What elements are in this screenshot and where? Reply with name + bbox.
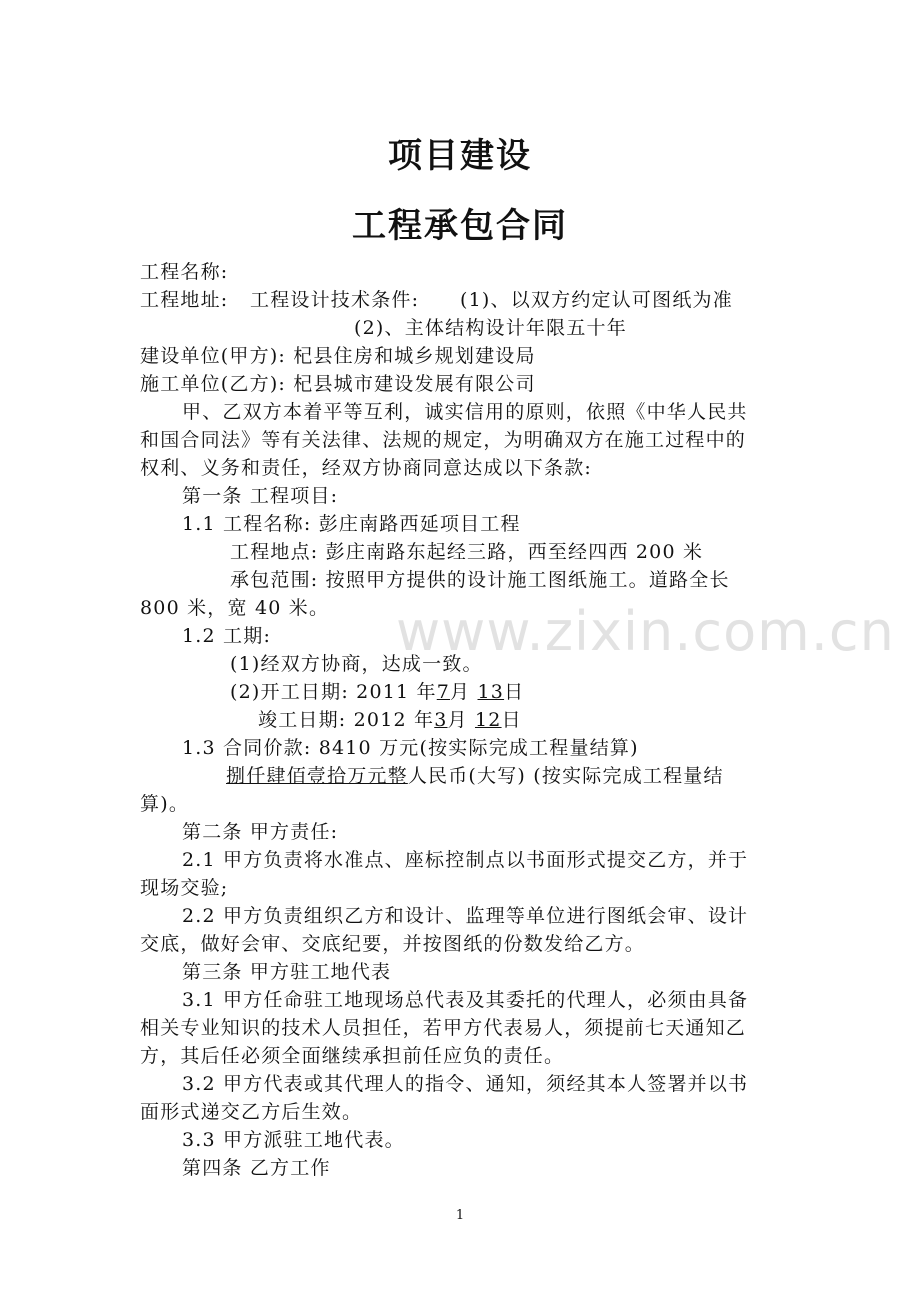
design-conditions-label: 工程设计技术条件: [250,289,420,311]
item-1-1-name: 1.1 工程名称: 彭庄南路西延项目工程 [182,513,521,535]
item-1-1-scope-cont: 800 米，宽 40 米。 [140,597,330,619]
item-3-1-cont-2: 方，其后任必须全面继续承担前任应负的责任。 [140,1045,565,1067]
intro-line-1: 甲、乙双方本着平等互利，诚实信用的原则，依照《中华人民共 [182,401,748,423]
article-3-heading: 第三条 甲方驻工地代表 [182,961,392,983]
item-2-1: 2.1 甲方负责将水准点、座标控制点以书面形式提交乙方，并于 [182,849,749,871]
item-3-2: 3.2 甲方代表或其代理人的指令、通知，须经其本人签署并以书 [182,1073,749,1095]
start-date: (2)开工日期: 2011 年7月 13日 [230,681,525,703]
item-2-2-cont: 交底，做好会审、交底纪要，并按图纸的份数发给乙方。 [140,933,646,955]
item-1-3-price: 1.3 合同价款: 8410 万元(按实际完成工程量结算) [182,737,639,759]
item-1-2-agreement: (1)经双方协商，达成一致。 [230,653,483,675]
page-number: 1 [455,1208,465,1223]
item-3-3: 3.3 甲方派驻工地代表。 [182,1129,405,1151]
project-address-label: 工程地址: [140,289,229,311]
article-4-heading: 第四条 乙方工作 [182,1157,331,1179]
item-1-2-heading: 1.2 工期: [182,625,272,647]
project-name-label: 工程名称: [140,261,229,283]
item-3-1-cont-1: 相关专业知识的技术人员担任，若甲方代表易人，须提前七天通知乙 [140,1017,747,1039]
document-title: 项目建设 [388,136,532,176]
design-condition-1: (1)、以双方约定认可图纸为准 [460,289,733,311]
end-day: 12 [474,709,502,731]
start-month: 7 [436,681,451,703]
item-3-2-cont: 面形式递交乙方后生效。 [140,1101,363,1123]
design-condition-2: (2)、主体结构设计年限五十年 [354,317,627,339]
party-a: 建设单位(甲方): 杞县住房和城乡规划建设局 [140,345,536,367]
document-subtitle: 工程承包合同 [352,206,568,246]
amount-in-words: 捌仟肆佰壹拾万元整 [226,765,408,787]
item-1-3-price-words: 捌仟肆佰壹拾万元整人民币(大写) (按实际完成工程量结 [226,765,724,787]
article-1-heading: 第一条 工程项目: [182,485,339,507]
item-3-1: 3.1 甲方任命驻工地现场总代表及其委托的代理人，必须由具备 [182,989,749,1011]
intro-line-2: 和国合同法》等有关法律、法规的规定，为明确双方在施工过程中的 [140,429,747,451]
item-2-1-cont: 现场交验; [140,877,229,899]
intro-line-3: 权利、义务和责任，经双方协商同意达成以下条款: [140,457,593,479]
start-day: 13 [477,681,505,703]
article-2-heading: 第二条 甲方责任: [182,821,339,843]
watermark: www.zixin.com.cn [396,600,895,663]
end-month: 3 [434,709,448,731]
completion-date: 竣工日期: 2012 年3月 12日 [258,709,522,731]
item-2-2: 2.2 甲方负责组织乙方和设计、监理等单位进行图纸会审、设计 [182,905,749,927]
item-1-1-location: 工程地点: 彭庄南路东起经三路，西至经四西 200 米 [230,541,704,563]
item-1-1-scope: 承包范围: 按照甲方提供的设计施工图纸施工。道路全长 [230,569,730,591]
party-b: 施工单位(乙方): 杞县城市建设发展有限公司 [140,373,536,395]
item-1-3-tail: 算)。 [140,793,190,815]
